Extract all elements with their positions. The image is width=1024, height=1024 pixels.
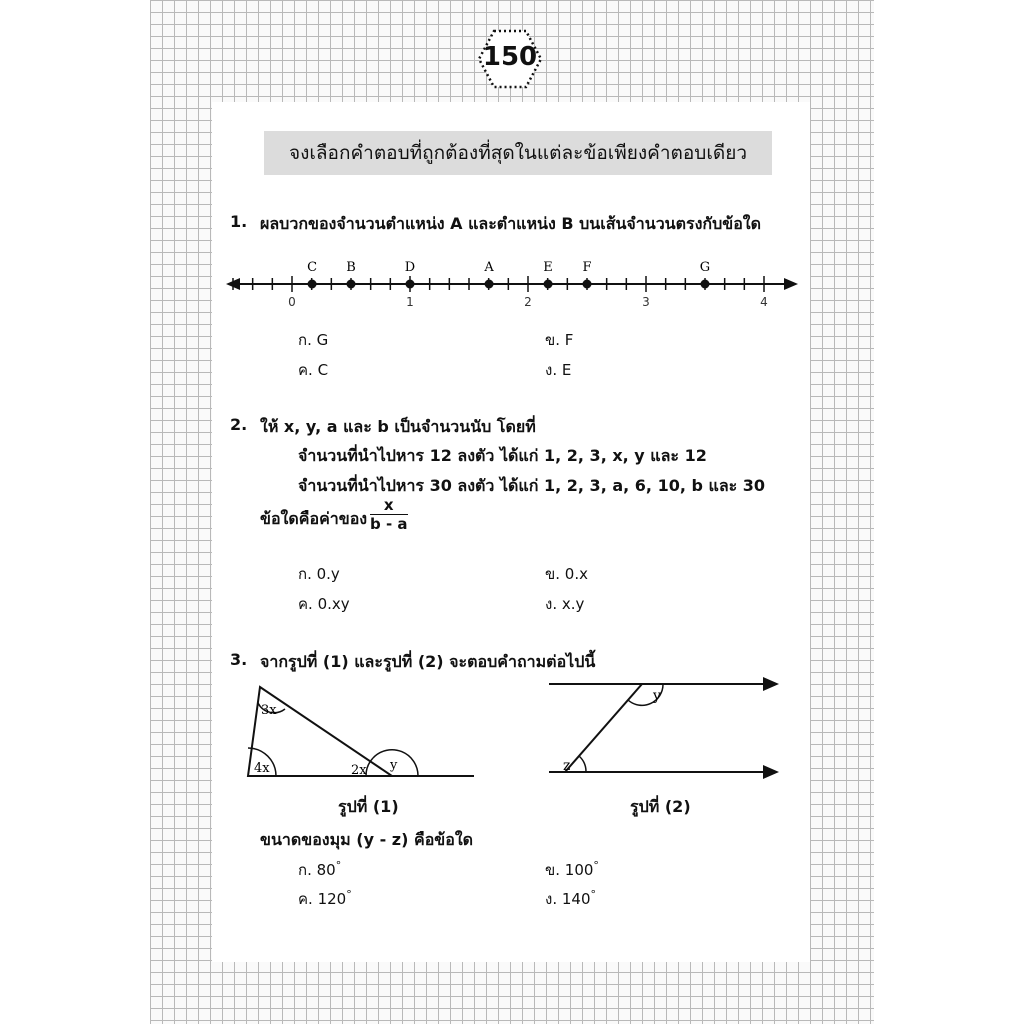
point-label-D: D xyxy=(404,260,416,275)
degree-symbol: ° xyxy=(335,859,342,872)
q3-option-b-text: ข. 100 xyxy=(545,861,594,879)
point-A xyxy=(485,280,494,289)
q3-number: 3. xyxy=(230,650,248,669)
fig2-angle-bottom: z xyxy=(563,758,571,774)
fig2-caption: รูปที่ (2) xyxy=(630,797,691,816)
point-label-G: G xyxy=(699,260,711,275)
q1-number: 1. xyxy=(230,212,248,231)
q2-option-d[interactable]: ง. x.y xyxy=(545,595,585,613)
page-number-badge xyxy=(477,28,543,90)
arrow-right-icon xyxy=(784,278,798,290)
point-label-A: A xyxy=(484,260,494,275)
q2-line4: ข้อใดคือค่าของ xyxy=(260,509,368,528)
degree-symbol: ° xyxy=(593,859,599,872)
q3-text: จากรูปที่ (1) และรูปที่ (2) จะตอบคำถามต่อไปนี้ xyxy=(260,652,596,671)
fraction-numerator: x xyxy=(370,497,408,515)
q3-option-a-text: ก. 80 xyxy=(298,861,336,879)
q2-number: 2. xyxy=(230,415,248,434)
degree-symbol: ° xyxy=(590,888,596,901)
tick-label: 3 xyxy=(642,295,650,309)
figure-1-triangle xyxy=(240,680,480,785)
point-G xyxy=(701,280,710,289)
q3-option-b[interactable] xyxy=(545,858,599,882)
q1-option-a[interactable]: ก. G xyxy=(298,331,329,349)
q2-option-b[interactable]: ข. 0.x xyxy=(545,565,588,583)
fraction-denominator: b - a xyxy=(370,515,408,533)
point-F xyxy=(583,280,592,289)
instruction-banner: จงเลือกคำตอบที่ถูกต้องที่สุดในแต่ละข้อเพียงคำตอบเดียว xyxy=(264,131,772,175)
tick-label: 0 xyxy=(288,295,296,309)
figure-2-parallel-lines xyxy=(545,672,785,782)
q1-text: ผลบวกของจำนวนตำแหน่ง A และตำแหน่ง B บนเส้นจำนวนตรงกับข้อใด xyxy=(260,214,761,233)
tick-label: 2 xyxy=(524,295,532,309)
fig1-angle-ext: y xyxy=(390,758,398,773)
number-line xyxy=(222,252,802,314)
fig1-angle-top: 3x xyxy=(261,703,277,718)
point-label-E: E xyxy=(543,260,553,275)
arrow-right-icon xyxy=(763,765,779,779)
q3-option-c-text: ค. 120 xyxy=(298,890,347,908)
fig2-angle-top: y xyxy=(653,688,661,704)
q1-option-b[interactable]: ข. F xyxy=(545,331,574,349)
q1-option-c[interactable]: ค. C xyxy=(298,361,329,379)
q2-line3: จำนวนที่นำไปหาร 30 ลงตัว ได้แก่ 1, 2, 3, a, 6, 10, b และ 30 xyxy=(298,476,766,495)
q2-line2: จำนวนที่นำไปหาร 12 ลงตัว ได้แก่ 1, 2, 3, x, y และ 12 xyxy=(298,446,707,465)
tick-label: 4 xyxy=(760,295,768,309)
fig1-angle-right: 2x xyxy=(351,763,367,778)
q3-option-d[interactable] xyxy=(545,887,596,911)
q3-option-a[interactable] xyxy=(298,858,341,882)
q2-fraction xyxy=(370,497,408,533)
fig1-caption: รูปที่ (1) xyxy=(338,797,399,816)
q2-option-a[interactable]: ก. 0.y xyxy=(298,565,340,583)
point-label-F: F xyxy=(582,260,592,275)
point-D xyxy=(406,280,415,289)
q2-line1: ให้ x, y, a และ b เป็นจำนวนนับ โดยที่ xyxy=(260,417,536,436)
point-E xyxy=(544,280,553,289)
point-label-B: B xyxy=(346,260,356,275)
q2-option-c[interactable]: ค. 0.xy xyxy=(298,595,350,613)
point-label-C: C xyxy=(307,260,318,275)
q1-option-d[interactable]: ง. E xyxy=(545,361,572,379)
arrow-right-icon xyxy=(763,677,779,691)
degree-symbol: ° xyxy=(346,888,352,901)
page-number: 150 xyxy=(482,42,538,72)
q3-option-c[interactable] xyxy=(298,887,352,911)
fig1-angle-left: 4x xyxy=(254,761,270,776)
point-C xyxy=(308,280,317,289)
q3-question: ขนาดของมุม (y - z) คือข้อใด xyxy=(260,830,474,849)
q3-option-d-text: ง. 140 xyxy=(545,890,591,908)
point-B xyxy=(347,280,356,289)
tick-label: 1 xyxy=(406,295,414,309)
